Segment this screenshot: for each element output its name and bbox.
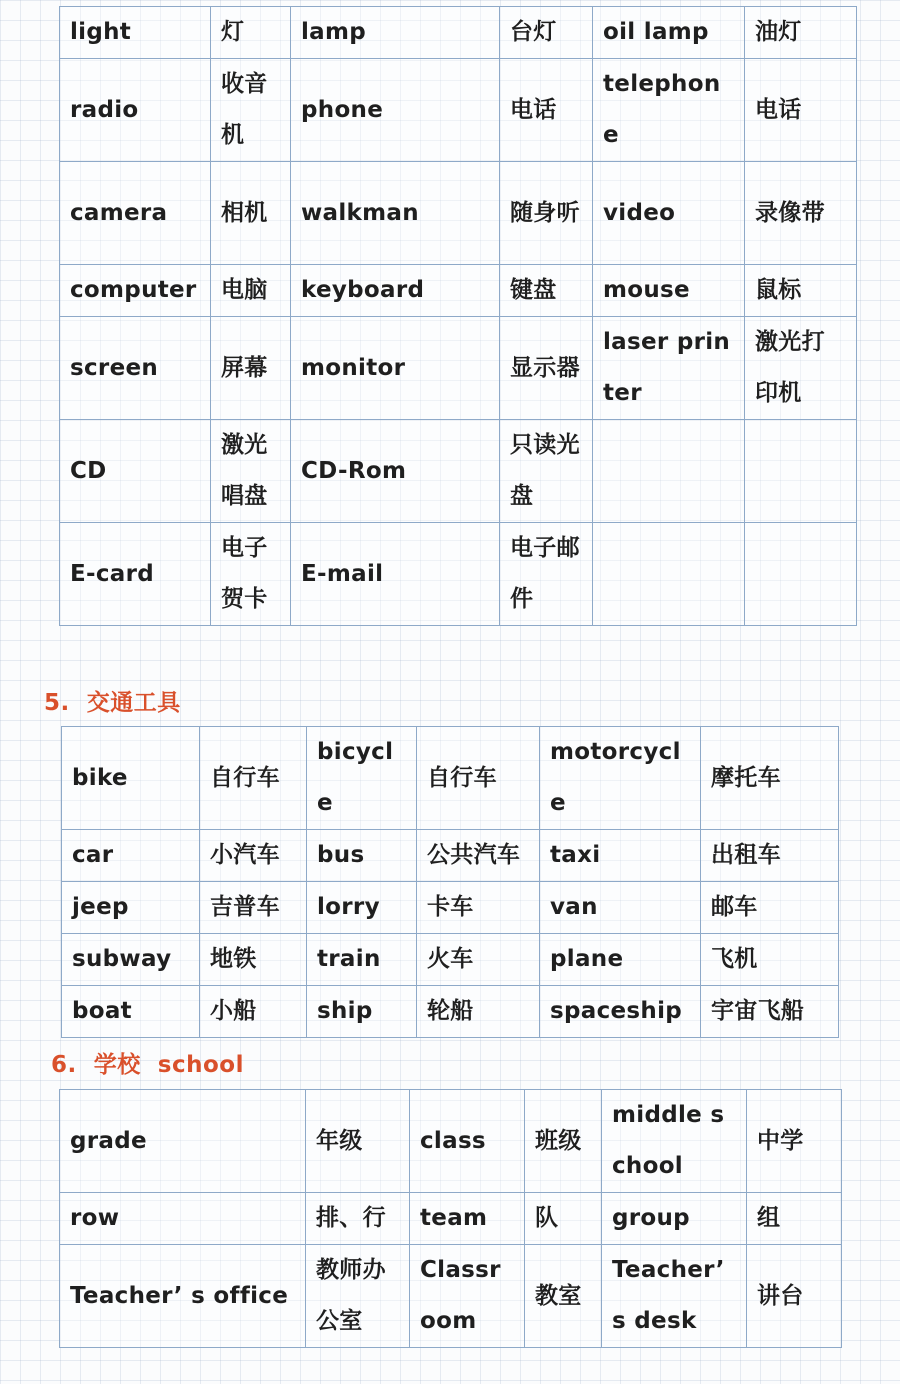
table-row bbox=[60, 265, 857, 317]
vocab-cell: 油灯 bbox=[745, 7, 857, 59]
vocab-cell: 台灯 bbox=[500, 7, 593, 59]
vocab-cell: 卡车 bbox=[417, 882, 540, 934]
school-vocab-table bbox=[59, 1089, 842, 1348]
vocab-cell: subway bbox=[62, 934, 200, 986]
vocab-cell: phone bbox=[291, 59, 500, 162]
vocab-cell: 教师办公室 bbox=[306, 1245, 410, 1348]
vocab-cell: 显示器 bbox=[500, 317, 593, 420]
vocab-cell: 收音机 bbox=[211, 59, 291, 162]
vocab-cell: 宇宙飞船 bbox=[701, 986, 839, 1038]
vocab-cell: 排、行 bbox=[306, 1193, 410, 1245]
vocab-cell bbox=[593, 420, 745, 523]
vocab-cell: lamp bbox=[291, 7, 500, 59]
vocab-cell: camera bbox=[60, 162, 211, 265]
table-row bbox=[62, 830, 839, 882]
vocab-cell: Teacher’ s office bbox=[60, 1245, 306, 1348]
table-row bbox=[62, 934, 839, 986]
table-row bbox=[60, 523, 857, 626]
vocab-cell: 录像带 bbox=[745, 162, 857, 265]
vocab-cell: team bbox=[410, 1193, 525, 1245]
vocab-cell: E-mail bbox=[291, 523, 500, 626]
vocab-cell: 教室 bbox=[525, 1245, 602, 1348]
table-row bbox=[62, 986, 839, 1038]
section-6-heading: 6. 学校 school bbox=[51, 1052, 244, 1078]
vocab-cell: jeep bbox=[62, 882, 200, 934]
vocab-cell: 自行车 bbox=[200, 727, 307, 830]
vocab-cell: laser printer bbox=[593, 317, 745, 420]
vocab-cell: light bbox=[60, 7, 211, 59]
vocab-cell: 键盘 bbox=[500, 265, 593, 317]
vocab-cell: 中学 bbox=[747, 1090, 842, 1193]
vocab-cell: 随身听 bbox=[500, 162, 593, 265]
vocab-cell: 讲台 bbox=[747, 1245, 842, 1348]
vocab-cell: 电话 bbox=[500, 59, 593, 162]
vocab-cell: 小船 bbox=[200, 986, 307, 1038]
vocab-cell: computer bbox=[60, 265, 211, 317]
vocab-cell: motorcycle bbox=[540, 727, 701, 830]
vocab-cell: train bbox=[307, 934, 417, 986]
vocab-cell: 屏幕 bbox=[211, 317, 291, 420]
table-row bbox=[60, 1245, 842, 1348]
vocab-cell: 自行车 bbox=[417, 727, 540, 830]
vocab-cell: oil lamp bbox=[593, 7, 745, 59]
vocab-cell: 灯 bbox=[211, 7, 291, 59]
vocab-cell: radio bbox=[60, 59, 211, 162]
vocab-cell: 班级 bbox=[525, 1090, 602, 1193]
vocab-cell: bus bbox=[307, 830, 417, 882]
vocab-cell: 鼠标 bbox=[745, 265, 857, 317]
vocab-cell: 电子邮件 bbox=[500, 523, 593, 626]
table-row bbox=[60, 317, 857, 420]
vocab-cell: 邮车 bbox=[701, 882, 839, 934]
vocab-cell: CD-Rom bbox=[291, 420, 500, 523]
vocab-cell: Classroom bbox=[410, 1245, 525, 1348]
vocab-cell: 出租车 bbox=[701, 830, 839, 882]
vocab-cell: 轮船 bbox=[417, 986, 540, 1038]
vocab-cell: group bbox=[602, 1193, 747, 1245]
vocab-cell: plane bbox=[540, 934, 701, 986]
vocab-cell: bicycle bbox=[307, 727, 417, 830]
table-row bbox=[60, 59, 857, 162]
table-row bbox=[60, 1090, 842, 1193]
vocab-cell: CD bbox=[60, 420, 211, 523]
vocab-cell bbox=[745, 523, 857, 626]
vocab-cell: mouse bbox=[593, 265, 745, 317]
vocab-cell: spaceship bbox=[540, 986, 701, 1038]
vocab-cell: 摩托车 bbox=[701, 727, 839, 830]
vocab-cell: 年级 bbox=[306, 1090, 410, 1193]
vocab-cell: 电脑 bbox=[211, 265, 291, 317]
vocab-cell: 地铁 bbox=[200, 934, 307, 986]
vocab-cell: row bbox=[60, 1193, 306, 1245]
table-row bbox=[60, 420, 857, 523]
vocab-cell: walkman bbox=[291, 162, 500, 265]
vocab-cell: 小汽车 bbox=[200, 830, 307, 882]
vocab-cell: monitor bbox=[291, 317, 500, 420]
vocab-cell bbox=[593, 523, 745, 626]
vocab-cell: ship bbox=[307, 986, 417, 1038]
transport-vocab-table bbox=[61, 726, 839, 1038]
vocab-cell: 激光打印机 bbox=[745, 317, 857, 420]
section-5-heading: 5. 交通工具 bbox=[44, 690, 181, 716]
vocab-cell: telephone bbox=[593, 59, 745, 162]
vocab-cell: middle school bbox=[602, 1090, 747, 1193]
vocab-cell: lorry bbox=[307, 882, 417, 934]
vocab-cell: 电话 bbox=[745, 59, 857, 162]
table-row bbox=[62, 882, 839, 934]
vocab-cell: class bbox=[410, 1090, 525, 1193]
table-row bbox=[60, 162, 857, 265]
vocab-cell: 队 bbox=[525, 1193, 602, 1245]
vocab-cell: taxi bbox=[540, 830, 701, 882]
vocab-cell: 激光唱盘 bbox=[211, 420, 291, 523]
vocab-cell: boat bbox=[62, 986, 200, 1038]
vocab-cell: keyboard bbox=[291, 265, 500, 317]
vocab-cell: 公共汽车 bbox=[417, 830, 540, 882]
vocab-cell bbox=[745, 420, 857, 523]
vocab-cell: van bbox=[540, 882, 701, 934]
vocab-cell: video bbox=[593, 162, 745, 265]
table-row bbox=[60, 1193, 842, 1245]
vocab-cell: 相机 bbox=[211, 162, 291, 265]
vocab-cell: screen bbox=[60, 317, 211, 420]
table-row bbox=[62, 727, 839, 830]
vocab-cell: 吉普车 bbox=[200, 882, 307, 934]
vocab-cell: 电子贺卡 bbox=[211, 523, 291, 626]
vocab-cell: grade bbox=[60, 1090, 306, 1193]
vocab-cell: 组 bbox=[747, 1193, 842, 1245]
vocab-cell: 只读光盘 bbox=[500, 420, 593, 523]
vocab-cell: 火车 bbox=[417, 934, 540, 986]
vocab-cell: Teacher’ s desk bbox=[602, 1245, 747, 1348]
vocab-cell: E-card bbox=[60, 523, 211, 626]
electronics-vocab-table bbox=[59, 6, 857, 626]
vocab-cell: bike bbox=[62, 727, 200, 830]
table-row bbox=[60, 7, 857, 59]
vocab-cell: car bbox=[62, 830, 200, 882]
vocab-cell: 飞机 bbox=[701, 934, 839, 986]
